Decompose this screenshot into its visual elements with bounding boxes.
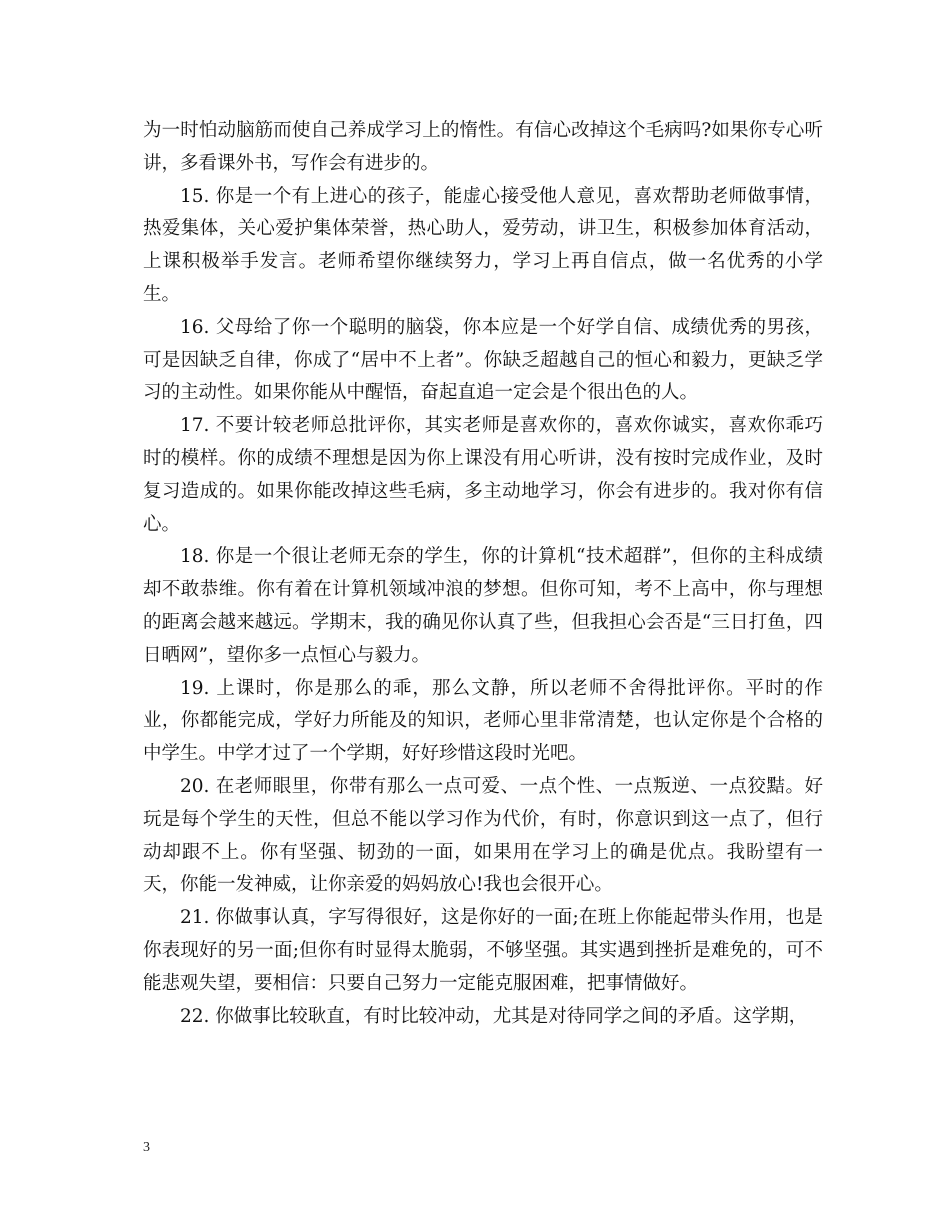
paragraph-comment-16: 16. 父母给了你一个聪明的脑袋，你本应是一个好学自信、成绩优秀的男孩，可是因缺乏自律，你成了“居中不上者”。你缺乏超越自己的恒心和毅力，更缺乏学习的主动性。如果你能从中醒悟，奋起直追一定会是个很出色的人。	[143, 316, 823, 404]
paragraph-comment-17: 17. 不要计较老师总批评你，其实老师是喜欢你的，喜欢你诚实，喜欢你乖巧时的模样。你的成绩不理想是因为你上课没有用心听讲，没有按时完成作业，及时复习造成的。如果你能改掉这些毛病，多主动地学习，你会有进步的。我对你有信心。	[143, 415, 823, 535]
document-body	[143, 115, 823, 1033]
paragraph-comment-21: 21. 你做事认真，字写得很好，这是你好的一面;在班上你能起带头作用，也是你表现好的另一面;但你有时显得太脆弱，不够坚强。其实遇到挫折是难免的，可不能悲观失望，要相信：只要自己努力一定能克服困难，把事情做好。	[143, 907, 823, 994]
paragraph-comment-22: 22. 你做事比较耿直，有时比较冲动，尤其是对待同学之间的矛盾。这学期，	[180, 1005, 808, 1027]
page-number: 3	[143, 1140, 150, 1155]
paragraph-comment-20: 20. 在老师眼里，你带有那么一点可爱、一点个性、一点叛逆、一点狡黠。好玩是每个学生的天性，但总不能以学习作为代价，有时，你意识到这一点了，但行动却跟不上。你有坚强、韧劲的一面，如果用在学习上的确是优点。我盼望有一天，你能一发神威，让你亲爱的妈妈放心!我也会很开心。	[143, 775, 823, 896]
paragraph-comment-19: 19. 上课时，你是那么的乖，那么文静，所以老师不舍得批评你。平时的作业，你都能完成，学好力所能及的知识，老师心里非常清楚，也认定你是个合格的中学生。中学才过了一个学期，好好珍惜这段时光吧。	[143, 677, 823, 765]
paragraph-continuation: 为一时怕动脑筋而使自己养成学习上的惰性。有信心改掉这个毛病吗?如果你专心听讲，多看课外书，写作会有进步的。	[143, 120, 823, 174]
paragraph-comment-15: 15. 你是一个有上进心的孩子，能虚心接受他人意见，喜欢帮助老师做事情，热爱集体，关心爱护集体荣誉，热心助人，爱劳动，讲卫生，积极参加体育活动，上课积极举手发言。老师希望你继续努力，学习上再自信点，做一名优秀的小学生。	[143, 185, 823, 305]
paragraph-comment-18: 18. 你是一个很让老师无奈的学生，你的计算机“技术超群”，但你的主科成绩却不敢恭维。你有着在计算机领域冲浪的梦想。但你可知，考不上高中，你与理想的距离会越来越远。学期末，我的确见你认真了些，但我担心会否是“三日打鱼，四日晒网”，望你多一点恒心与毅力。	[143, 546, 823, 666]
